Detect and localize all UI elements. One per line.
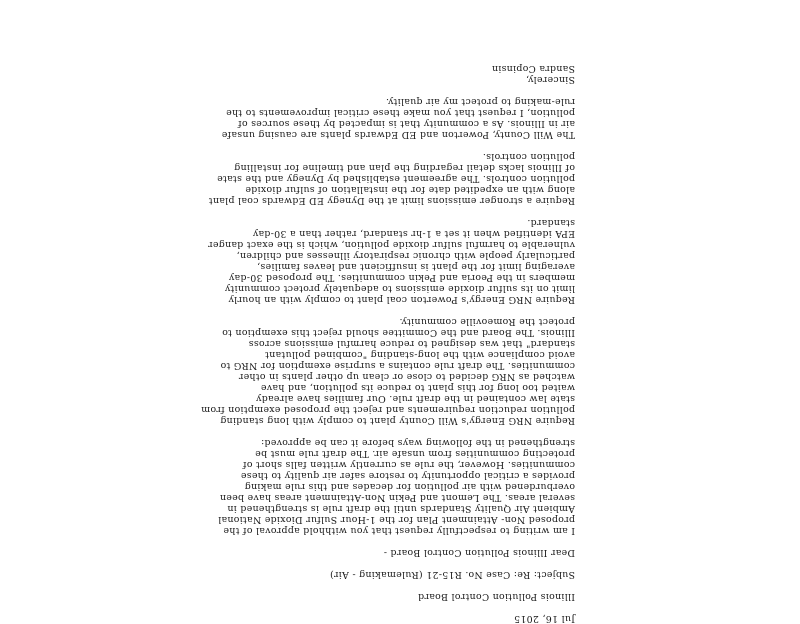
letter-paragraph-4: Require a stronger emissions limit at the Dynegy ED Edwards coal plant along with an expedited date for the installation of sulfur dioxide pollution controls. The agreement established by Dynegy and the state of Illinois lacks detail regarding the plan and timeline for installing pollution controls.: [208, 151, 575, 206]
letter-date: Jul 16, 2015: [513, 613, 575, 624]
letter-paragraph-5: The Will County, Powerton and ED Edwards plants are causing unsafe air in Illinois. As a community that is impacted by these sources of pollution, I request that you make these critical improvements to the rule-making to protect my air quality.: [221, 96, 575, 140]
letter-paragraph-1: I am writing to respectfully request that you withhold approval of the proposed Non- Attainment Plan for the 1-Hour Sulfur Dioxide National Ambient Air Quality Standards until the draft rule is strengthened in several areas. The Lemont and Pekin Non-Attainment areas have been overburdened with air pollution for decades and this rule making provides a critical opportunity to restore safer air quality to these communities. However, the rule as currently written falls short of protecting communities from unsafe air. The draft rule must be strengthened in the following ways before it can be approved:: [217, 437, 575, 536]
letter-paragraph-2: Require NRG Energy's Will County plant to comply with long standing pollution reduction requirements and reject the proposed exemption from state law contained in the draft rule. Our families have already waited too long for this plant to reduce its pollution, and have watched as NRG decided to close or clean up other plants in other communities. The draft rule contains a surprise exemption for NRG to avoid compliance with the long-standing "combined pollutant standard" that was designed to reduce harmful emissions across Illinois. The Board and the Committee should reject this exemption to protect the Romeoville community.: [200, 316, 575, 426]
letter-paragraph-3: Require NRG Energy's Powerton coal plant to comply with an hourly limit on its sulfur dioxide emissions to adequately protect community members in the Peoria and Pekin communities. The proposed 30-day averaging limit for the plant is insufficient and leaves families, particularly people with chronic respiratory illnesses and children, vulnerable to harmful sulfur dioxide pollution, which is the exact danger EPA identified when it set a 1-hr standard, rather than a 30-day standard.: [207, 217, 575, 305]
letter-subject: Subject: Re: Case No. R15-21 (Rulemaking - Air): [329, 569, 575, 580]
letter-signoff: [70, 63, 575, 85]
letter-body: [70, 63, 575, 624]
letter-signature: Sandra Copinsin: [491, 63, 575, 74]
letter-recipient: Illinois Pollution Control Board: [417, 591, 575, 602]
letter-closing: Sincerely,: [525, 74, 575, 85]
letter-salutation: Dear Illinois Pollution Control Board -: [383, 547, 575, 558]
